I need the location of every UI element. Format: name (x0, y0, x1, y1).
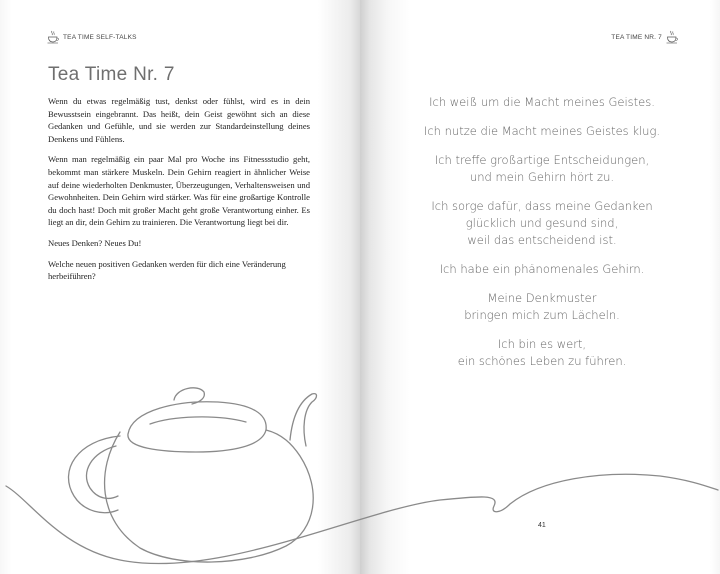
affirmation-line: ein schönes Leben zu führen. (457, 354, 627, 368)
page-title: Tea Time Nr. 7 (48, 64, 175, 85)
affirmation (394, 336, 690, 370)
affirmation-line: Ich treffe großartige Entscheidungen, (434, 153, 650, 167)
affirmation-line: Ich habe ein phänomenales Gehirn. (439, 262, 645, 276)
affirmation-line: weil das entscheidend ist. (467, 233, 617, 247)
affirmation-line: Ich nutze die Macht meines Geistes klug. (423, 124, 661, 138)
affirmation-line: bringen mich zum Lächeln. (464, 308, 620, 322)
affirmation (394, 152, 690, 186)
paragraph: Wenn man regelmäßig ein paar Mal pro Woche ins Fitnessstudio geht, bekommt man stärkere Muskeln. Dein Gehirn reagiert in ähnlicher Weise auf deine wiederholten Denkmuster, Überzeugungen, Verhaltensweisen und Gewohnheiten. Dein Gehirn wird stärker. Was für eine großartige Kontrolle du doch hast! Doch mit großer Macht geht große Verantwortung einher. Es liegt an dir, dein Gehirn zu trainieren. Die Verantwortung liegt bei dir. (48, 154, 310, 228)
left-running-head (47, 30, 137, 44)
affirmation (394, 123, 690, 140)
running-head-text: TEA TIME SELF-TALKS (63, 33, 137, 41)
body-text (48, 95, 310, 291)
affirmation (394, 261, 690, 278)
affirmation-line: und mein Gehirn hört zu. (469, 170, 615, 184)
page-number: 41 (538, 522, 546, 529)
affirmation-line: glücklich und gesund sind, (465, 216, 619, 230)
right-running-head (611, 30, 678, 44)
teacup-icon (47, 30, 59, 44)
affirmation-line: Meine Denkmuster (487, 291, 597, 305)
paragraph: Welche neuen positiven Gedanken werden für dich eine Veränderung herbeiführen? (48, 258, 286, 282)
running-head-text: TEA TIME NR. 7 (611, 33, 662, 41)
affirmation-line: Ich sorge dafür, dass meine Gedanken (431, 199, 653, 213)
paragraph: Wenn du etwas regelmäßig tust, denkst oder fühlst, wird es in dein Bewusstsein eingebrannt. Das heißt, dein Geist gewöhnt sich an diese Gedanken und Gefühle, und sie werden zur Standardeinstellung deines Denkens und Fühlens. (48, 96, 310, 144)
affirmation (394, 198, 690, 249)
paragraph: Neues Denken? Neues Du! (48, 237, 142, 248)
teacup-icon (666, 30, 678, 44)
affirmation-line: Ich weiß um die Macht meines Geistes. (429, 95, 655, 109)
affirmation (394, 94, 690, 111)
affirmation-line: Ich bin es wert, (497, 337, 587, 351)
affirmation (394, 290, 690, 324)
affirmations-list (394, 94, 690, 382)
